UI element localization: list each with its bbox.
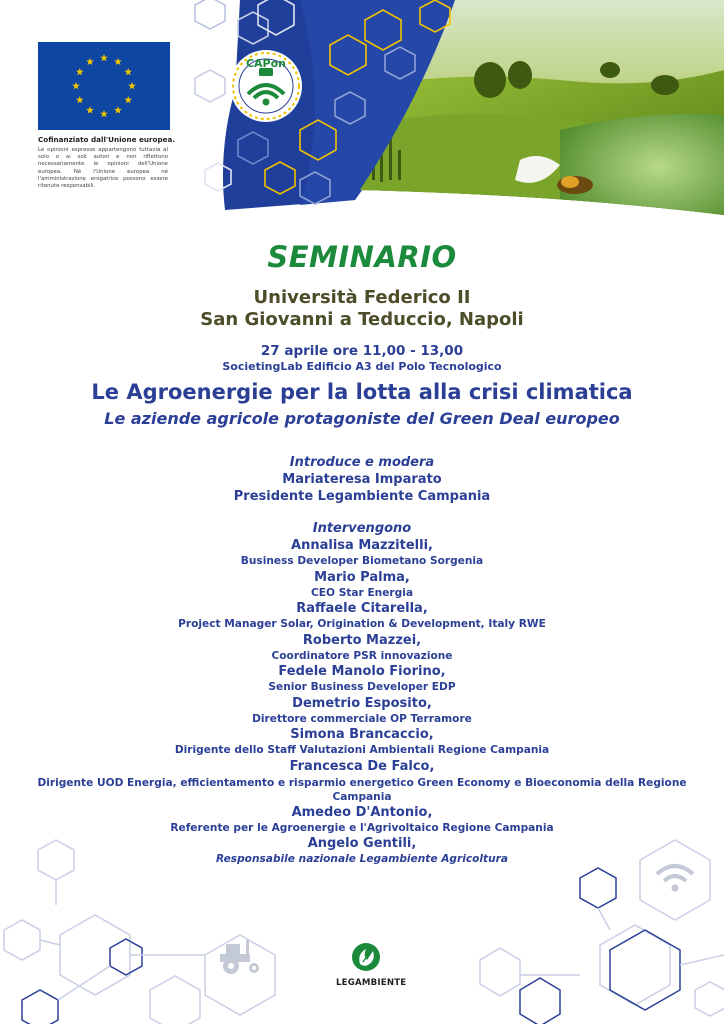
legambiente-name: LEGAMBIENTE [336, 978, 407, 988]
speaker-role: Responsabile nazionale Legambiente Agricoltura [215, 853, 509, 865]
speaker-name: Fedele Manolo Fiorino, [278, 664, 446, 679]
eu-flag-icon [38, 42, 170, 130]
speaker-name: Mario Palma, [314, 569, 410, 585]
speaker-role: Senior Business Developer EDP [268, 681, 456, 693]
speaker-item [20, 727, 704, 759]
introduction-role: Presidente Legambiente Campania [233, 489, 491, 504]
eu-star [124, 96, 132, 103]
eu-star [76, 96, 84, 103]
event-kind: SEMINARIO [267, 240, 457, 274]
event-venue: SocietingLab Edificio A3 del Polo Tecnologico [222, 360, 502, 373]
speaker-role: Dirigente UOD Energia, efficientamento e risparmio energetico Green Economy e Bioeconomia della Regione Campania [37, 776, 687, 803]
introduction-label: Introduce e modera [289, 455, 435, 470]
speaker-role: CEO Star Energia [310, 586, 413, 599]
eu-star [114, 58, 122, 65]
speaker-role: Dirigente dello Staff Valutazioni Ambientali Regione Campania [174, 744, 550, 756]
event-place: San Giovanni a Teduccio, Napoli [200, 309, 524, 330]
speaker-name: Annalisa Mazzitelli, [291, 538, 433, 553]
speaker-name: Raffaele Citarella, [296, 601, 428, 616]
eu-cofunding-block [38, 42, 176, 190]
tractor-icon [220, 940, 259, 974]
legambiente-logo [336, 942, 407, 988]
speaker-name: Amedeo D'Antonio, [291, 804, 433, 820]
speaker-item [20, 538, 704, 570]
speaker-name: Simona Brancaccio, [290, 727, 434, 742]
eu-star [114, 106, 122, 113]
speaker-name: Angelo Gentili, [307, 836, 417, 851]
speakers-list [20, 538, 704, 868]
eu-star [86, 106, 94, 113]
speaker-name: Francesca De Falco, [289, 758, 435, 774]
speaker-item [20, 696, 704, 728]
event-subtitle: Le aziende agricole protagoniste del Green Deal europeo [104, 409, 620, 428]
wifi-icon [657, 866, 693, 892]
event-title: Le Agroenergie per la lotta alla crisi climatica [91, 380, 633, 404]
footer-artwork [0, 830, 724, 1024]
eu-star [86, 58, 94, 65]
legambiente-logo-icon [351, 942, 381, 972]
speaker-role: Project Manager Solar, Origination & Development, Italy RWE [178, 618, 546, 630]
eu-star [72, 82, 80, 89]
university: Università Federico II [253, 287, 471, 308]
speaker-role: Referente per le Agroenergie e l'Agrivoltaico Regione Campania [170, 821, 554, 834]
eu-star [100, 110, 108, 117]
speaker-role: Business Developer Biometano Sorgenia [240, 555, 484, 567]
speaker-item [20, 759, 704, 805]
capon-logo-icon [228, 48, 304, 124]
event-date-time: 27 aprile ore 11,00 - 13,00 [260, 343, 464, 359]
speaker-name: Roberto Mazzei, [302, 632, 422, 648]
speaker-role: Coordinatore PSR innovazione [271, 649, 453, 662]
capon-logo-text: CAPon [245, 57, 287, 70]
introduction-name: Mariateresa Imparato [282, 472, 442, 487]
eu-star [100, 54, 108, 61]
speaker-item [20, 601, 704, 633]
eu-disclaimer: Le opinioni espresse appartengono tuttavia al solo o ai soli autori e non riflettono necessariamente le opinioni dell'Unione europea. Né l'Unione europea né l'amministrazione erogatrice possono essere ritenute responsabili. [38, 147, 168, 190]
speakers-label: Intervengono [312, 521, 412, 536]
eu-star [128, 82, 136, 89]
speaker-role: Direttore commerciale OP Terramore [252, 712, 472, 725]
speaker-item [20, 570, 704, 602]
eu-star [76, 68, 84, 75]
eu-title: Cofinanziato dall'Unione europea. [38, 135, 176, 144]
eu-star [124, 68, 132, 75]
speaker-name: Demetrio Esposito, [292, 695, 432, 711]
speaker-item [20, 633, 704, 665]
speaker-item [20, 664, 704, 696]
